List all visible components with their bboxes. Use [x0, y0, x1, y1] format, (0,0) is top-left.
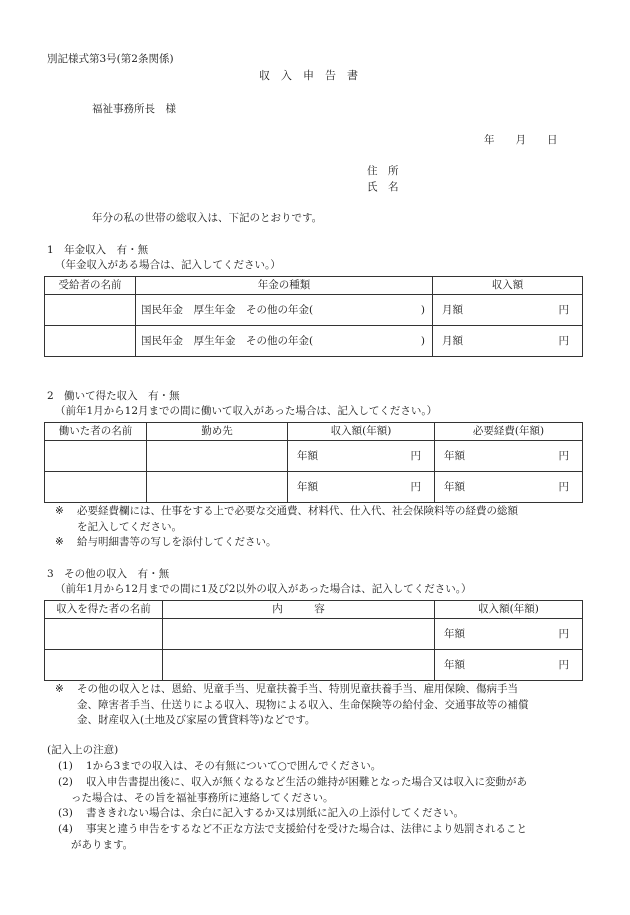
annual-amount-cell[interactable]: 年額 円 — [435, 619, 583, 650]
form-number: 別記様式第3号(第2条関係) — [47, 53, 174, 65]
table-header-row — [45, 423, 583, 441]
instruction-item: (4) 事実と違う申告をするなど不正な方法で支援給付を受けた場合は、法律により処罰されること があります。 — [58, 823, 527, 851]
instructions-title: (記入上の注意) — [47, 744, 119, 756]
column-header: 必要経費(年額) — [435, 423, 583, 441]
worker-name-cell[interactable] — [45, 472, 147, 503]
table-row — [45, 472, 583, 503]
date-field[interactable]: 年 月 日 — [484, 134, 558, 146]
recipient-name-cell[interactable] — [45, 326, 136, 357]
income-amount-cell[interactable]: 年額 円 — [288, 472, 435, 503]
content-cell[interactable] — [163, 619, 435, 650]
table-row — [45, 619, 583, 650]
instruction-item: (2) 収入申告書提出後に、収入が無くなるなど生活の維持が困難となった場合又は収入に変動があ った場合は、その旨を福祉事務所に連絡してください。 — [58, 776, 527, 804]
worker-name-cell[interactable] — [45, 441, 147, 472]
earner-name-cell[interactable] — [45, 650, 163, 681]
table-header-row — [45, 277, 583, 295]
page-title: 収 入 申 告 書 — [259, 69, 358, 82]
section3-heading: 3 その他の収入 有・無 — [47, 568, 170, 580]
address-label: 住 所 — [367, 165, 399, 177]
pension-type-cell[interactable]: 国民年金 厚生年金 その他の年金( ) — [136, 326, 433, 357]
name-label: 氏 名 — [367, 181, 399, 193]
column-header: 収入を得た者の名前 — [45, 601, 163, 619]
column-header: 働いた者の名前 — [45, 423, 147, 441]
pension-table — [44, 276, 583, 357]
earner-name-cell[interactable] — [45, 619, 163, 650]
monthly-amount-cell[interactable]: 月額 円 — [433, 295, 583, 326]
column-header: 収入額(年額) — [288, 423, 435, 441]
column-header: 受給者の名前 — [45, 277, 136, 295]
recipient-name-cell[interactable] — [45, 295, 136, 326]
section1-note: （年金収入がある場合は、記入してください。） — [55, 259, 281, 271]
employer-cell[interactable] — [147, 441, 288, 472]
section2-remark: ※ 必要経費欄には、仕事をする上で必要な交通費、材料代、仕入代、社会保険料等の経費の総額 を記入してください。 ※ 給与明細書等の写しを添付してください。 — [55, 505, 518, 548]
column-header: 年金の種類 — [136, 277, 433, 295]
expense-amount-cell[interactable]: 年額 円 — [435, 441, 583, 472]
section2-note: （前年1月から12月までの間に働いて収入があった場合は、記入してください。） — [55, 405, 438, 417]
instruction-item: (1) 1から3までの収入は、その有無について○で囲んでください。 — [58, 760, 382, 772]
table-header-row — [45, 601, 583, 619]
column-header: 勤め先 — [147, 423, 288, 441]
monthly-amount-cell[interactable]: 月額 円 — [433, 326, 583, 357]
column-header: 収入額 — [433, 277, 583, 295]
column-header: 内 容 — [163, 601, 435, 619]
section2-heading: 2 働いて得た収入 有・無 — [47, 390, 180, 402]
expense-amount-cell[interactable]: 年額 円 — [435, 472, 583, 503]
section1-heading: 1 年金収入 有・無 — [47, 244, 149, 256]
annual-amount-cell[interactable]: 年額 円 — [435, 650, 583, 681]
table-row — [45, 650, 583, 681]
other-income-table — [44, 600, 583, 681]
table-row — [45, 295, 583, 326]
employer-cell[interactable] — [147, 472, 288, 503]
employment-table — [44, 422, 583, 503]
income-amount-cell[interactable]: 年額 円 — [288, 441, 435, 472]
column-header: 収入額(年額) — [435, 601, 583, 619]
addressee: 福祉事務所長 様 — [92, 103, 176, 115]
section3-note: （前年1月から12月までの間に1及び2以外の収入があった場合は、記入してください。） — [55, 583, 472, 595]
table-row — [45, 326, 583, 357]
instruction-item: (3) 書ききれない場合は、余白に記入するか又は別紙に記入の上添付してください。 — [58, 807, 464, 819]
content-cell[interactable] — [163, 650, 435, 681]
pension-type-cell[interactable]: 国民年金 厚生年金 その他の年金( ) — [136, 295, 433, 326]
intro-text: 年分の私の世帯の総収入は、下記のとおりです。 — [92, 212, 323, 224]
table-row — [45, 441, 583, 472]
section3-remark: ※ その他の収入とは、恩給、児童手当、児童扶養手当、特別児童扶養手当、雇用保険、傷病手当 金、障害者手当、仕送りによる収入、現物による収入、生命保険等の給付金、交通事故等の補償 金、財産収入(土地及び家屋の賃貸料等)などです。 — [55, 683, 529, 726]
